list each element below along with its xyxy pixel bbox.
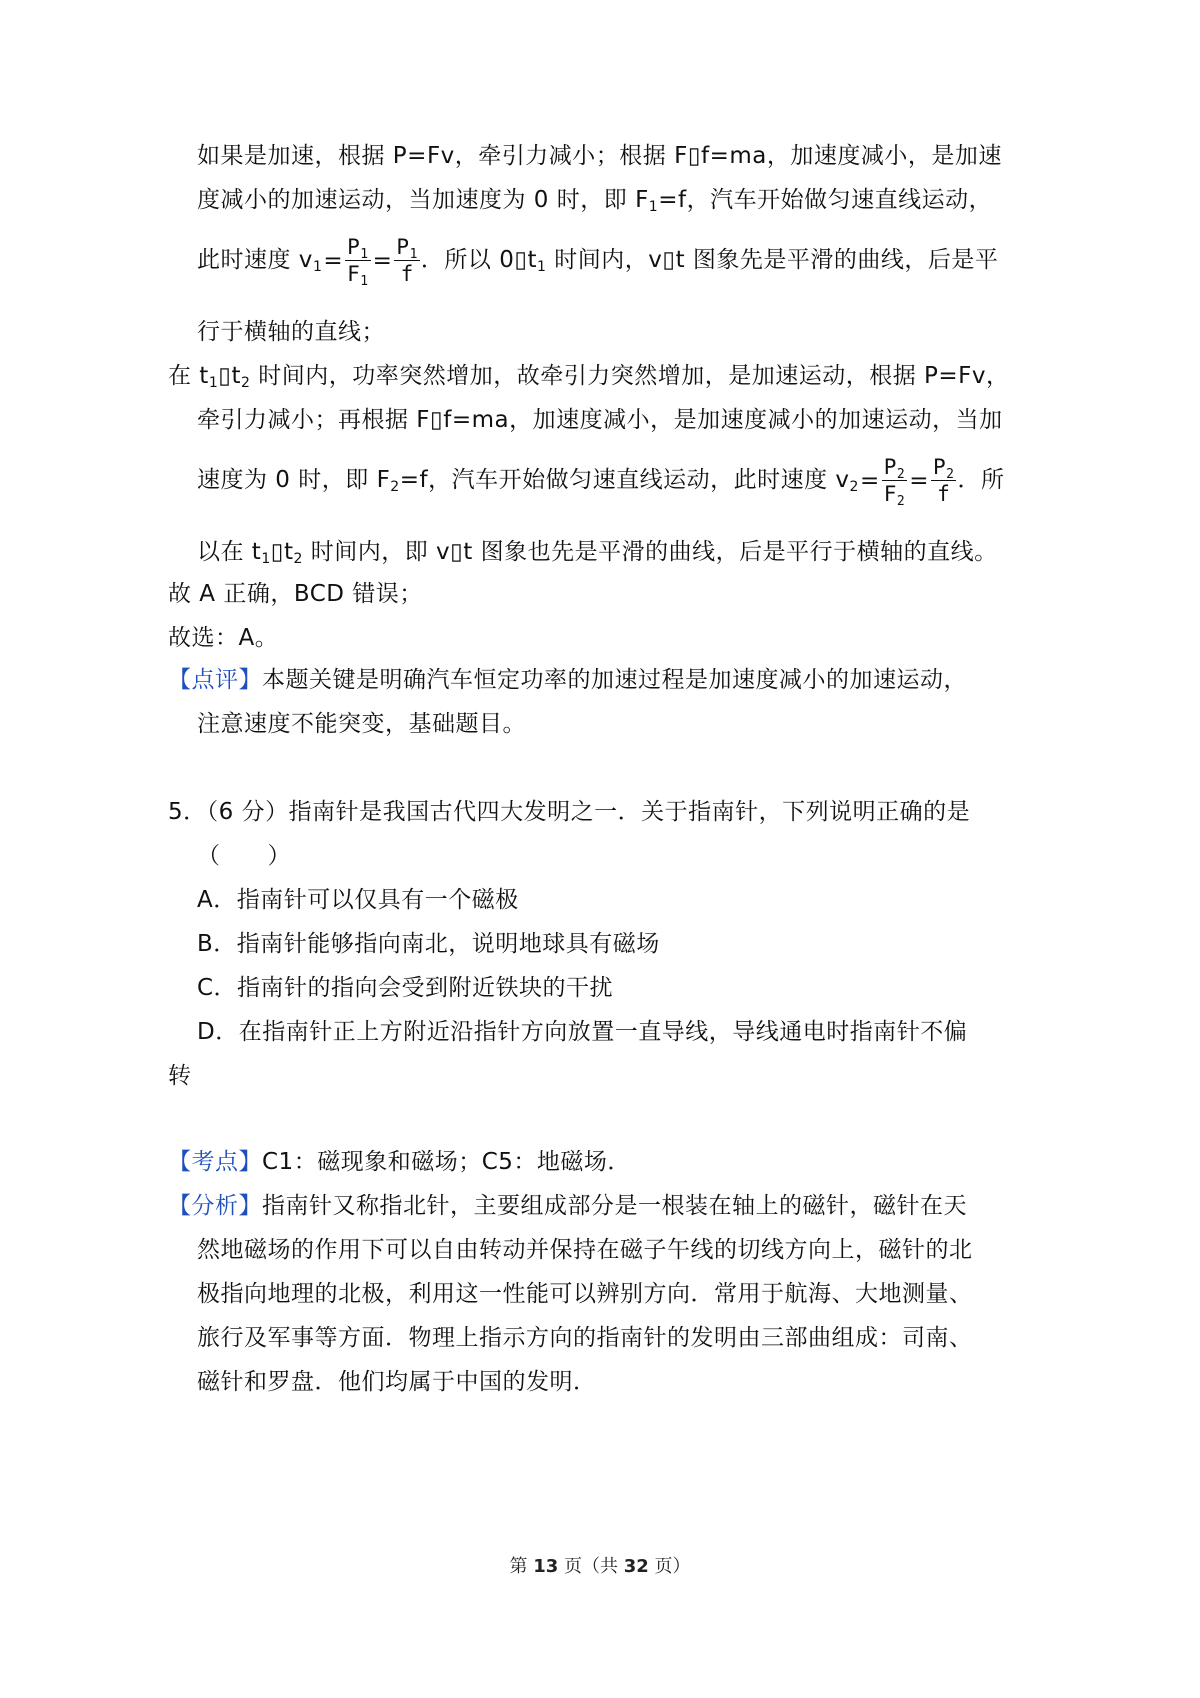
subscript: 1: [261, 551, 271, 567]
analysis-line: 然地磁场的作用下可以自由转动并保持在磁子午线的切线方向上，磁针的北: [197, 1237, 973, 1263]
text-span: ．所以 0: [420, 247, 515, 273]
text-span: f=ma，加速度减小，是加速: [701, 143, 1002, 169]
text-span: 指南针又称指北针，主要组成部分是一根装在轴上的磁针，磁针在天: [262, 1193, 967, 1219]
text-span: 时间内，即 v: [302, 539, 451, 565]
text-line-with-fraction: [197, 230, 998, 291]
text-span: 时间内，v: [546, 247, 663, 273]
footer-text: 页（共: [558, 1556, 624, 1577]
text-line-with-fraction: [197, 450, 1004, 511]
text-span: f=ma，加速度减小，是加速度减小的加速运动，当加: [443, 407, 1003, 433]
review-line: 注意速度不能突变，基础题目。: [197, 711, 526, 737]
equals-sign: =: [909, 467, 929, 494]
subscript: 1: [409, 247, 418, 262]
text-span: 牵引力减小；再根据 F: [197, 407, 431, 433]
missing-glyph: ▯: [218, 363, 232, 389]
denominator: f: [937, 482, 951, 506]
numerator: P: [883, 455, 897, 479]
analysis-line: [168, 1190, 967, 1222]
text-span: C1：磁现象和磁场；C5：地磁场．: [262, 1149, 631, 1175]
answer-line: 故选：A。: [168, 625, 279, 651]
page-footer: [0, 1552, 1200, 1578]
analysis-line: 磁针和罗盘．他们均属于中国的发明．: [197, 1369, 597, 1395]
text-span: 度减小的加速运动，当加速度为 0 时，即 F: [197, 187, 649, 213]
fraction-p2-f: [931, 454, 956, 507]
question-stem: 5．（6 分）指南针是我国古代四大发明之一．关于指南针，下列说明正确的是: [168, 799, 971, 825]
equals-sign: =: [323, 247, 344, 274]
numerator: P: [932, 455, 947, 479]
kaodian-tag: 【考点】: [168, 1149, 262, 1175]
subscript: 1: [208, 375, 219, 391]
text-line: [197, 404, 1003, 436]
text-line: [197, 316, 385, 348]
missing-glyph: ▯: [270, 539, 284, 565]
subscript: 1: [360, 247, 369, 262]
fraction-p1-f: [394, 234, 419, 287]
subscript: 1: [312, 259, 323, 275]
denominator: f: [400, 262, 414, 286]
option-d: D．在指南针正上方附近沿指针方向放置一直导线，导线通电时指南针不偏: [197, 1019, 968, 1045]
text-span: t: [231, 363, 241, 389]
subscript: 1: [360, 274, 369, 289]
text-span: =f，汽车开始做匀速直线运动，: [658, 187, 993, 213]
text-line: [168, 360, 1010, 392]
subscript: 1: [648, 199, 659, 215]
missing-glyph: ▯: [514, 247, 528, 273]
question-blank: （ ）: [197, 843, 291, 869]
denominator: F: [347, 262, 361, 286]
text-span: ．所: [957, 467, 1005, 493]
footer-text: 页）: [648, 1556, 691, 1577]
text-span: =f，汽车开始做匀速直线运动，此时速度 v: [399, 467, 850, 493]
footer-text: 第: [509, 1556, 534, 1577]
text-span: 速度为 0 时，即 F: [197, 467, 391, 493]
text-span: t 图象先是平滑的曲线，后是平: [675, 247, 999, 273]
total-pages: 32: [623, 1556, 649, 1577]
subscript: 2: [946, 467, 955, 482]
missing-glyph: ▯: [687, 143, 702, 169]
analysis-tag: 【分析】: [168, 1193, 262, 1219]
analysis-line: 极指向地理的北极，利用这一性能可以辨别方向．常用于航海、大地测量、: [197, 1281, 973, 1307]
subscript: 2: [849, 479, 859, 495]
text-span: 以在 t: [197, 539, 262, 565]
text-line: [197, 184, 992, 216]
option-b: B．指南针能够指向南北，说明地球具有磁场: [197, 931, 660, 957]
text-span: 本题关键是明确汽车恒定功率的加速过程是加速度减小的加速运动，: [262, 667, 967, 693]
review-line: [168, 664, 967, 696]
denominator: F: [883, 482, 897, 506]
fraction-p2-f2: [882, 454, 907, 507]
missing-glyph: ▯: [430, 407, 444, 433]
text-span: t: [283, 539, 294, 565]
kaodian-line: [168, 1146, 631, 1178]
subscript: 2: [240, 375, 251, 391]
text-line: [197, 140, 1002, 172]
page-number: 13: [533, 1556, 559, 1577]
equals-sign: =: [372, 247, 393, 274]
fraction-p1-f1: [345, 234, 370, 287]
text-span: 时间内，功率突然增加，故牵引力突然增加，是加速运动，根据 P=Fv，: [250, 363, 1010, 389]
conclusion-line: 故 A 正确，BCD 错误；: [168, 581, 423, 607]
text-span: 如果是加速，根据 P=Fv，牵引力减小；根据 F: [197, 143, 688, 169]
analysis-line: 旅行及军事等方面．物理上指示方向的指南针的发明由三部曲组成：司南、: [197, 1325, 973, 1351]
option-d-continued: 转: [168, 1063, 192, 1089]
review-tag: 【点评】: [168, 667, 262, 693]
numerator: P: [347, 235, 361, 259]
subscript: 2: [896, 494, 906, 509]
subscript: 2: [390, 479, 400, 495]
missing-glyph: ▯: [662, 247, 676, 273]
text-span: 在 t: [168, 363, 209, 389]
option-c: C．指南针的指向会受到附近铁块的干扰: [197, 975, 614, 1001]
numerator: P: [396, 235, 410, 259]
subscript: 1: [537, 259, 547, 275]
option-a: A．指南针可以仅具有一个磁极: [197, 887, 519, 913]
text-span: 此时速度 v: [197, 247, 313, 273]
text-line: [197, 536, 998, 568]
missing-glyph: ▯: [450, 539, 464, 565]
text-span: 行于横轴的直线；: [197, 319, 385, 345]
subscript: 2: [896, 467, 906, 482]
equals-sign: =: [859, 467, 880, 494]
text-span: t 图象也先是平滑的曲线，后是平行于横轴的直线。: [463, 539, 998, 565]
subscript: 2: [293, 551, 303, 567]
text-span: t: [527, 247, 538, 273]
